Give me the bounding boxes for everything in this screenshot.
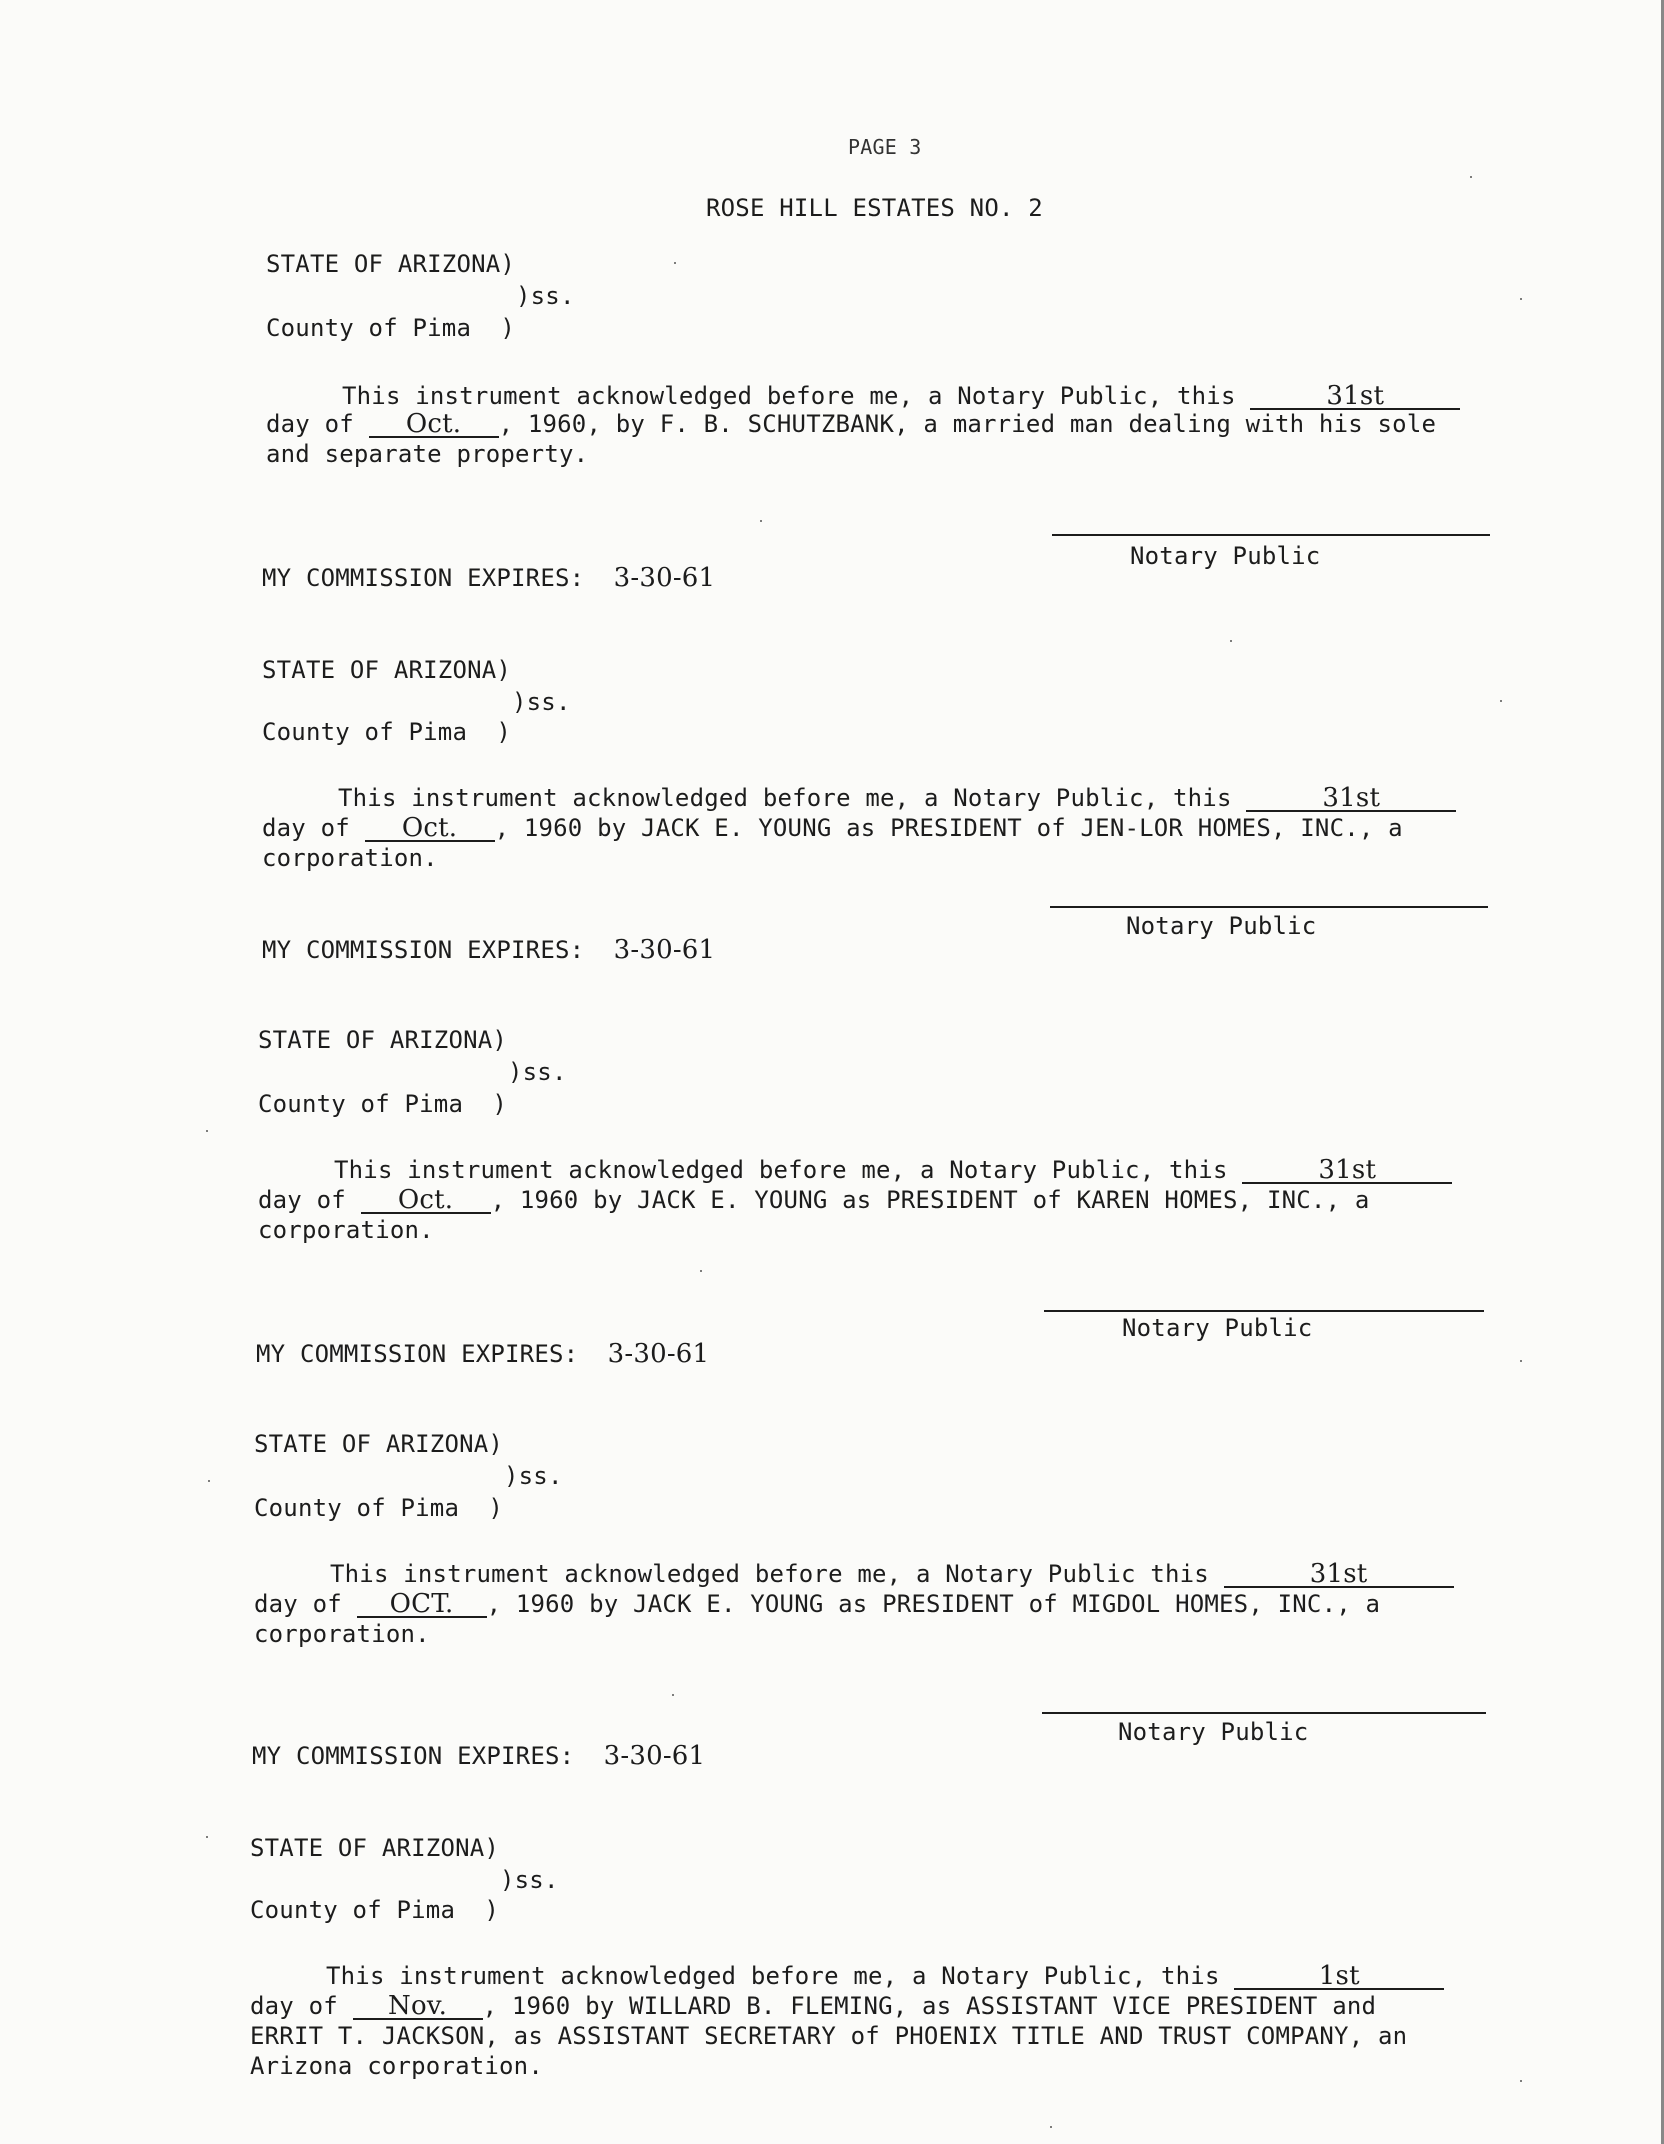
ack-line-2 — [250, 1992, 1376, 2020]
scan-speck — [672, 1694, 674, 1696]
scan-speck — [1520, 2080, 1522, 2082]
commission-expires — [252, 1742, 705, 1770]
ack-line-1 — [334, 1156, 1452, 1184]
ack-text: This instrument acknowledged before me, a Notary Public this — [330, 1560, 1209, 1588]
scan-speck — [1500, 700, 1502, 702]
signature-line — [1044, 1310, 1484, 1312]
state-heading: STATE OF ARIZONA) — [262, 656, 512, 684]
ack-party-text: , 1960 by JACK E. YOUNG as PRESIDENT of MIGDOL HOMES, INC., a — [486, 1590, 1381, 1618]
commission-date: 3-30-61 — [603, 1741, 706, 1771]
ack-line-1 — [330, 1560, 1454, 1588]
day-of-text: day of — [254, 1590, 342, 1618]
commission-label: MY COMMISSION EXPIRES: — [256, 1340, 579, 1368]
ack-line-2 — [262, 814, 1403, 842]
commission-expires — [262, 936, 715, 964]
ack-text: This instrument acknowledged before me, a Notary Public, this — [334, 1156, 1228, 1184]
signature-line — [1042, 1712, 1486, 1714]
ack-text: This instrument acknowledged before me, a Notary Public, this — [326, 1962, 1220, 1990]
commission-label: MY COMMISSION EXPIRES: — [262, 564, 585, 592]
county-heading: County of Pima ) — [250, 1896, 500, 1924]
ack-line-1 — [342, 382, 1460, 410]
commission-label: MY COMMISSION EXPIRES: — [252, 1742, 575, 1770]
ss-mark: )ss. — [500, 1866, 559, 1894]
commission-expires — [256, 1340, 709, 1368]
commission-label: MY COMMISSION EXPIRES: — [262, 936, 585, 964]
ack-line-3: corporation. — [254, 1620, 430, 1648]
scan-speck — [1520, 298, 1522, 300]
ack-line-2 — [254, 1590, 1380, 1618]
ack-party-text: , 1960 by WILLARD B. FLEMING, as ASSISTANT VICE PRESIDENT and — [482, 1992, 1377, 2020]
ack-line-3: ERRIT T. JACKSON, as ASSISTANT SECRETARY of PHOENIX TITLE AND TRUST COMPANY, an — [250, 2022, 1408, 2050]
ss-mark: )ss. — [516, 282, 575, 310]
ss-mark: )ss. — [508, 1058, 567, 1086]
ack-line-3: and separate property. — [266, 440, 589, 468]
ack-line-4: Arizona corporation. — [250, 2052, 543, 2080]
month-fill: Oct. — [361, 1188, 491, 1214]
ack-party-text: , 1960 by JACK E. YOUNG as PRESIDENT of JEN-LOR HOMES, INC., a — [494, 814, 1403, 842]
scan-speck — [1520, 1360, 1522, 1362]
ack-line-2 — [258, 1186, 1370, 1214]
month-fill: Nov. — [353, 1994, 483, 2020]
notary-label: Notary Public — [1122, 1314, 1313, 1342]
scan-speck — [1470, 176, 1472, 178]
ss-mark: )ss. — [512, 688, 571, 716]
scan-speck — [1050, 2126, 1052, 2128]
day-fill: 31st — [1224, 1562, 1454, 1588]
ss-mark: )ss. — [504, 1462, 563, 1490]
month-fill: Oct. — [369, 412, 499, 438]
day-of-text: day of — [250, 1992, 338, 2020]
day-of-text: day of — [258, 1186, 346, 1214]
scan-speck — [208, 1480, 210, 1482]
county-heading: County of Pima ) — [258, 1090, 508, 1118]
ack-line-3: corporation. — [262, 844, 438, 872]
day-fill: 1st — [1234, 1964, 1444, 1990]
state-heading: STATE OF ARIZONA) — [266, 250, 516, 278]
ack-party-text: , 1960, by F. B. SCHUTZBANK, a married man dealing with his sole — [498, 410, 1437, 438]
state-heading: STATE OF ARIZONA) — [258, 1026, 508, 1054]
day-fill: 31st — [1246, 786, 1456, 812]
county-heading: County of Pima ) — [266, 314, 516, 342]
commission-date: 3-30-61 — [613, 563, 716, 593]
scan-speck — [760, 520, 762, 522]
commission-expires — [262, 564, 715, 592]
commission-date: 3-30-61 — [607, 1339, 710, 1369]
commission-date: 3-30-61 — [613, 935, 716, 965]
ack-line-1 — [326, 1962, 1444, 1990]
notary-label: Notary Public — [1126, 912, 1317, 940]
signature-line — [1052, 534, 1490, 536]
ack-line-3: corporation. — [258, 1216, 434, 1244]
day-of-text: day of — [262, 814, 350, 842]
ack-line-1 — [338, 784, 1456, 812]
day-fill: 31st — [1250, 384, 1460, 410]
scan-speck — [700, 1270, 702, 1272]
notary-label: Notary Public — [1130, 542, 1321, 570]
county-heading: County of Pima ) — [254, 1494, 504, 1522]
state-heading: STATE OF ARIZONA) — [250, 1834, 500, 1862]
ack-text: This instrument acknowledged before me, a Notary Public, this — [342, 382, 1236, 410]
state-heading: STATE OF ARIZONA) — [254, 1430, 504, 1458]
day-of-text: day of — [266, 410, 354, 438]
day-fill: 31st — [1242, 1158, 1452, 1184]
notary-label: Notary Public — [1118, 1718, 1309, 1746]
scan-speck — [674, 262, 676, 264]
document-title: ROSE HILL ESTATES NO. 2 — [706, 194, 1043, 222]
month-fill: OCT. — [357, 1592, 487, 1618]
scan-speck — [206, 1836, 208, 1838]
ack-party-text: , 1960 by JACK E. YOUNG as PRESIDENT of KAREN HOMES, INC., a — [490, 1186, 1370, 1214]
county-heading: County of Pima ) — [262, 718, 512, 746]
month-fill: Oct. — [365, 816, 495, 842]
page-number: PAGE 3 — [848, 135, 922, 159]
ack-line-2 — [266, 410, 1436, 438]
scan-speck — [1230, 640, 1232, 642]
scan-speck — [206, 1130, 208, 1132]
ack-text: This instrument acknowledged before me, a Notary Public, this — [338, 784, 1232, 812]
signature-line — [1050, 906, 1488, 908]
